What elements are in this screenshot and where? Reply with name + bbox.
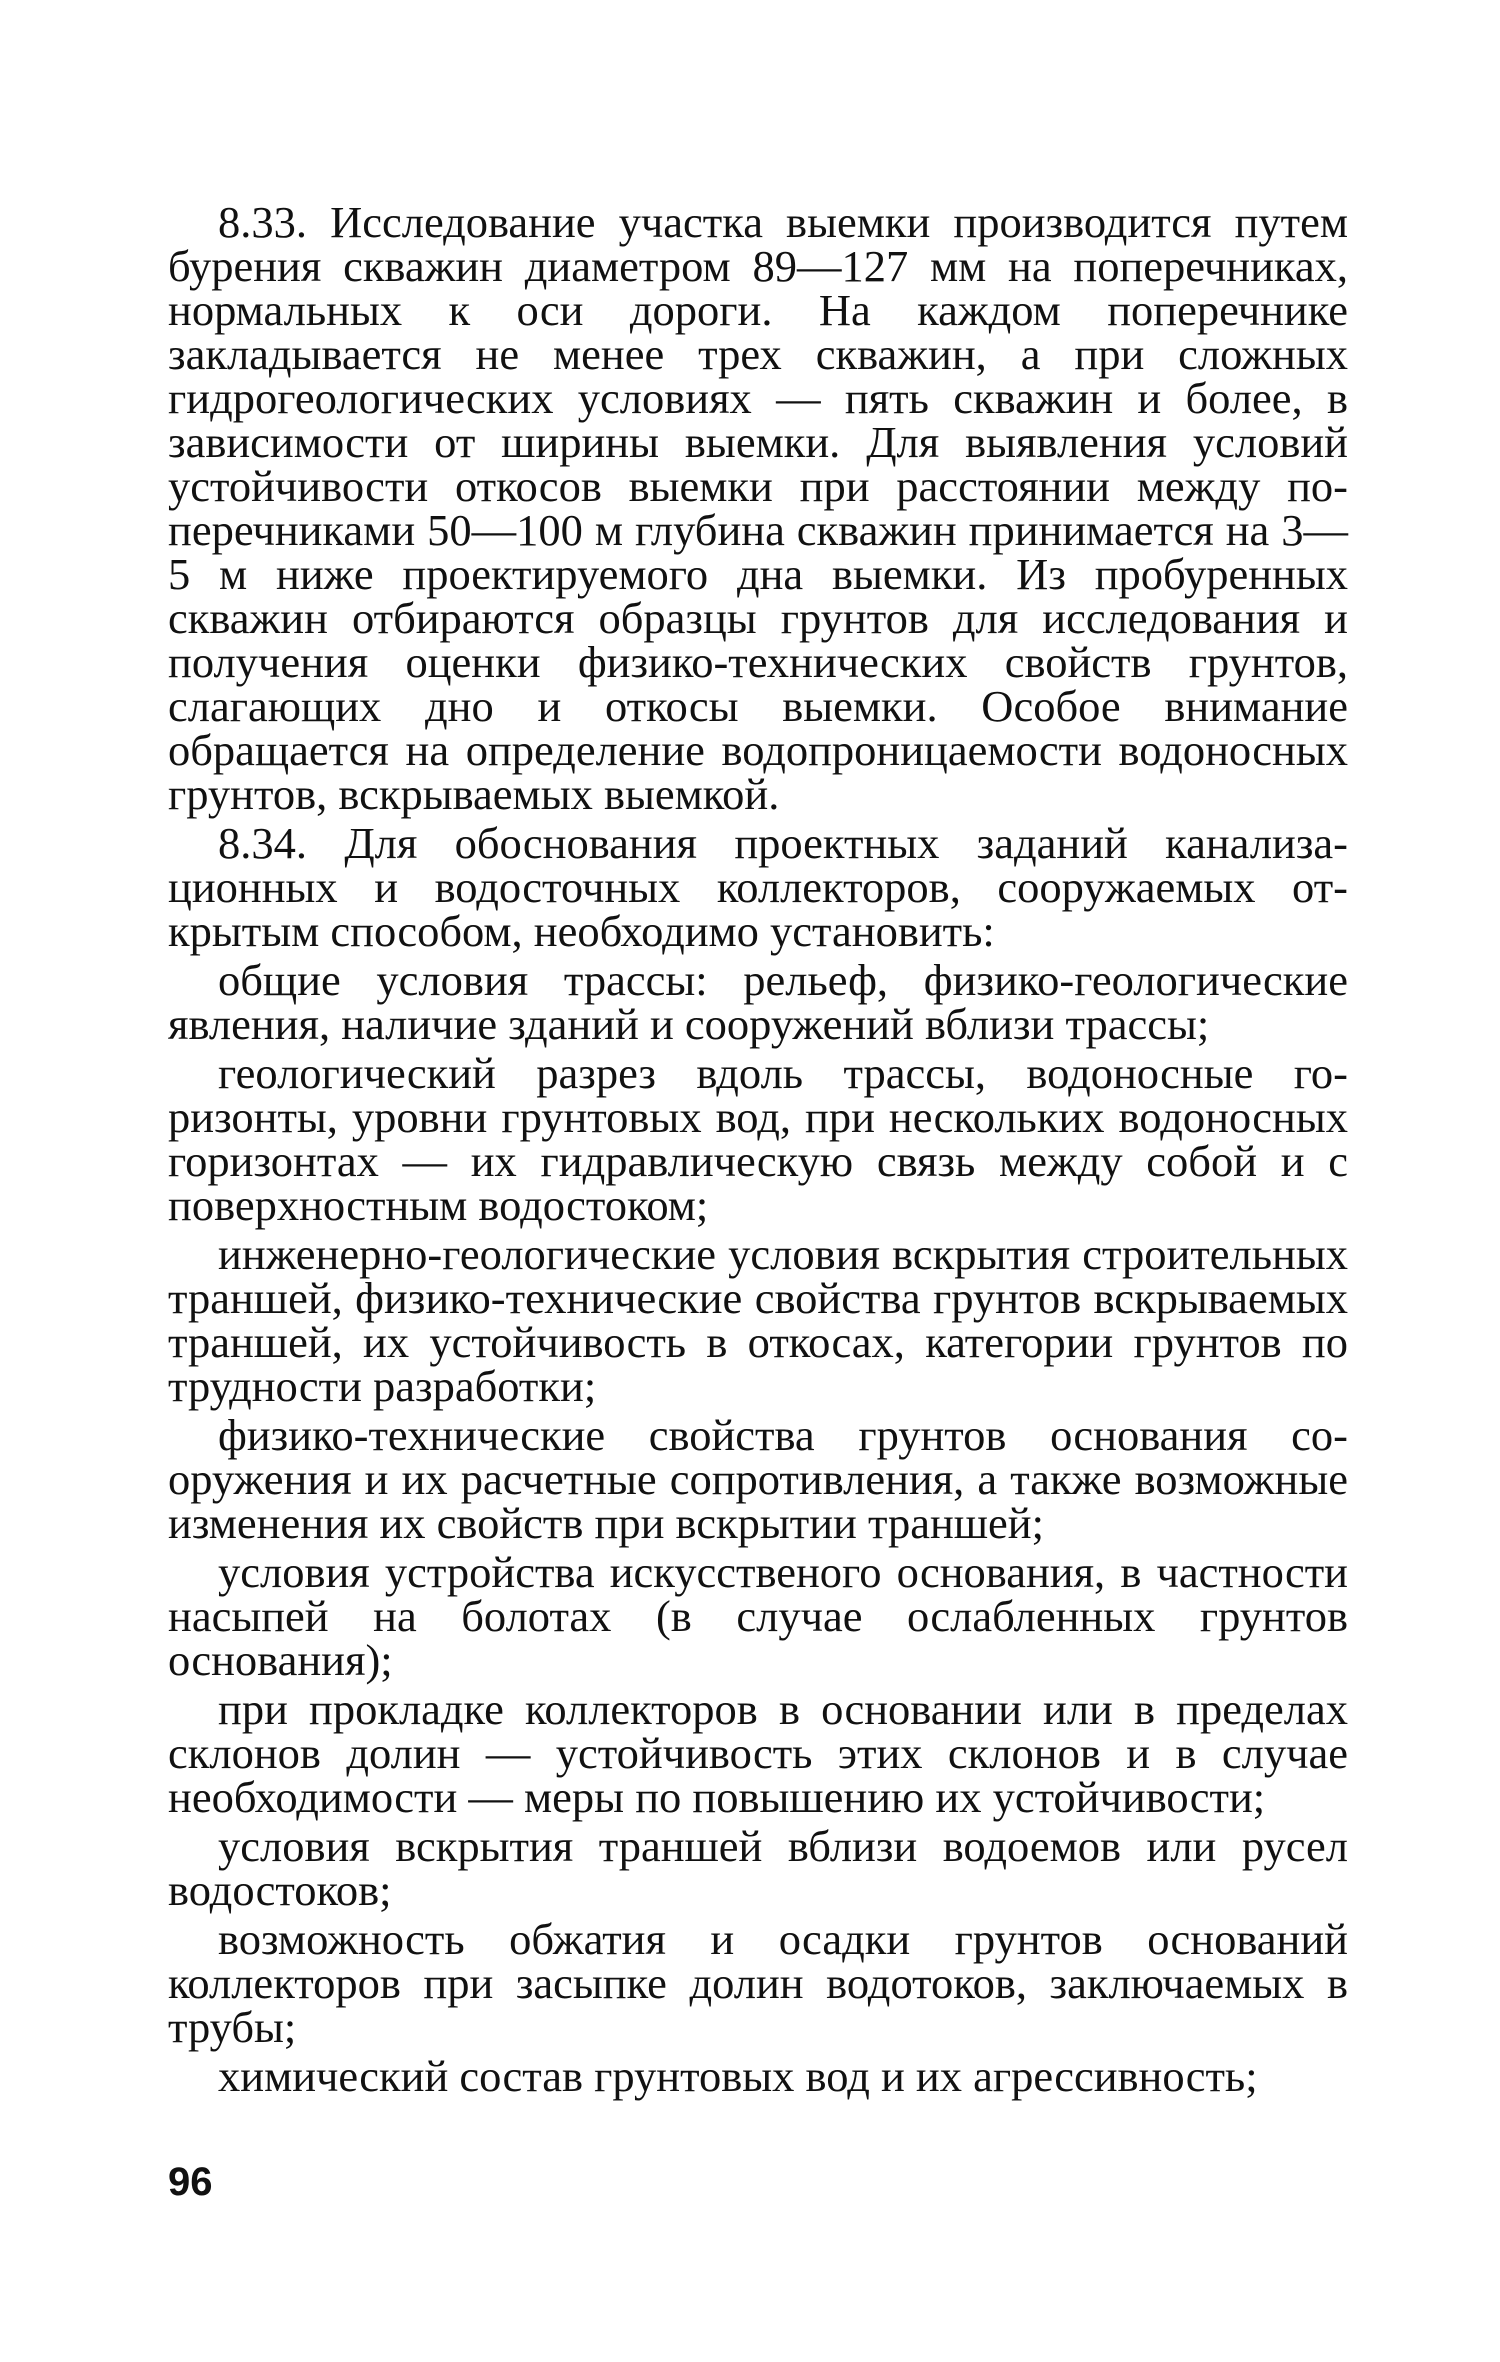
- list-item-soil-compression: возможность обжатия и осадки грунтов оснований коллекторов при засыпке долин водотоков, заключаемых в трубы;: [168, 1914, 1348, 2052]
- body-text: [168, 197, 1348, 2101]
- list-item-trench-conditions: инженерно-геологические условия вскрытия строительных траншей, физико-технические свойства грунтов вскрываемых траншей, их устойчивость в откосах, категории грунтов по трудности разработки;: [168, 1229, 1348, 1411]
- list-item-soil-properties: физико-технические свойства грунтов основания сооружения и их расчетные сопротивления, а также возможные изменения их свойств при вскрытии траншей;: [168, 1410, 1348, 1548]
- list-item-trenches-near-water: условия вскрытия траншей вблизи водоемов или русел водостоков;: [168, 1821, 1348, 1915]
- list-item-geological-section: геологический разрез вдоль трассы, водоносные горизонты, уровни грунтовых вод, при нескольких водоносных горизонтах — их гидравлическую связь между собой и с поверхностным водостоком;: [168, 1048, 1348, 1230]
- list-item-slope-stability: при прокладке коллекторов в основании или в пределах склонов долин — устойчивость этих склонов и в случае необходимости — меры по повышению их устойчивости;: [168, 1684, 1348, 1822]
- list-item-artificial-foundation: условия устройства искусственого основания, в частности насыпей на болотах (в случае ослабленных грунтов основания);: [168, 1547, 1348, 1685]
- paragraph-8-33: 8.33. Исследование участка выемки производится путем бурения скважин диаметром 89—127 мм на поперечниках, нормальных к оси дороги. На каждом поперечнике закладывается не менее трех скважин, а при сложных гидрогеологических условиях — пять скважин и более, в зависимости от ширины выемки. Для выявления условий устойчивости откосов выемки при расстоянии между поперечниками 50—100 м глубина скважин принимается на 3—5 м ниже проектируемого дна выемки. Из пробуренных скважин отбираются образцы грунтов для исследования и получения оценки физико-технических свойств грунтов, слагающих дно и откосы выемки. Особое внимание обращается на определение водопроницаемости водоносных грунтов, вскрываемых выемкой.: [168, 197, 1348, 819]
- list-item-route-conditions: общие условия трассы: рельеф, физико-геологические явления, наличие зданий и сооружений вблизи трассы;: [168, 955, 1348, 1049]
- list-item-groundwater-chemistry: химический состав грунтовых вод и их агрессивность;: [218, 2051, 1258, 2101]
- page-number: 96: [168, 2160, 213, 2204]
- paragraph-8-34: 8.34. Для обоснования проектных заданий канализационных и водосточных коллекторов, сооружаемых открытым способом, необходимо установить:: [168, 818, 1348, 956]
